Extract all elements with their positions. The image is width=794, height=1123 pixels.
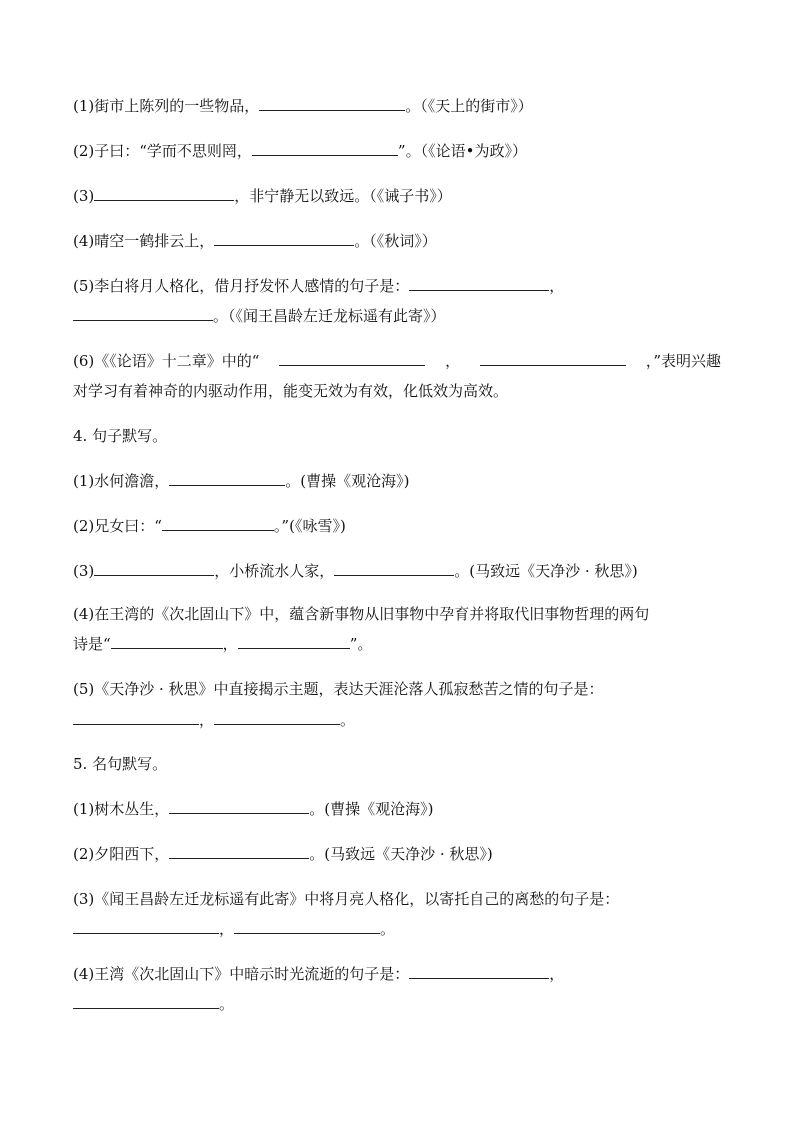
question-source: 。（《天上的街市》） [405,97,533,115]
question-text: 诗是“ [73,635,111,653]
question-text: (1)水何澹澹， [73,472,170,490]
answer-blank[interactable] [279,351,425,366]
section-4-heading: 4. 句子默写。 [73,427,168,445]
question-3-5-line1 [73,276,564,296]
answer-blank[interactable] [238,634,350,649]
question-4-2 [73,516,346,536]
question-text: (6)《《论语》十二章》中的“ [73,352,260,370]
question-text: (5)李白将月人格化，借月抒发怀人感情的句子是： [73,277,410,295]
question-text: ，小桥流水人家， [214,562,335,580]
answer-blank[interactable] [334,561,454,576]
answer-blank[interactable] [73,710,199,725]
question-text: 对学习有着神奇的内驱动作用，能变无效为有效，化低效为高效。 [73,382,509,400]
question-text: ，非宁静无以致远。（《诫子书》） [234,187,452,205]
question-text: (1)街市上陈列的一些物品， [73,97,260,115]
answer-blank[interactable] [409,964,549,979]
question-source: 。”(《咏雪》) [273,517,346,535]
question-5-4-line1 [73,964,564,984]
question-text: (2)兄女曰：“ [73,517,162,535]
question-source: 。（《闻王昌龄左迁龙标遥有此寄》） [213,307,446,325]
answer-blank[interactable] [94,561,214,576]
question-text: (5)《天净沙 · 秋思》中直接揭示主题，表达天涯沦落人孤寂愁苦之情的句子是： [73,680,604,698]
question-number: (3) [73,562,95,580]
answer-blank[interactable] [73,994,219,1009]
question-source: 。(马致远《天净沙 · 秋思》) [309,845,493,863]
question-text: (1)树木丛生， [73,800,170,818]
question-punct: 。 [219,995,235,1013]
answer-blank[interactable] [169,844,309,859]
answer-blank[interactable] [169,799,309,814]
question-punct: ， [219,920,235,938]
answer-blank[interactable] [480,351,626,366]
question-4-5-line2 [73,710,355,730]
answer-blank[interactable] [73,306,213,321]
question-4-5-line1 [73,679,604,699]
section-5-heading: 5. 名句默写。 [73,755,168,773]
question-punct: ， [549,277,565,295]
question-source: ”。（《论语•为政》） [397,142,527,160]
question-source: 。(曹操《观沧海》) [285,472,410,490]
question-punct: ”。 [349,635,373,653]
answer-blank[interactable] [252,141,398,156]
question-3-2 [73,141,527,161]
answer-blank[interactable] [259,96,405,111]
question-text: (2)子曰：“学而不思则罔， [73,142,252,160]
question-5-4-line2 [73,994,234,1014]
question-4-4-line2 [73,634,372,654]
question-text: (4)晴空一鹤排云上， [73,232,215,250]
question-source: 。(曹操《观沧海》) [309,800,434,818]
answer-blank[interactable] [409,276,549,291]
question-3-6-line2 [73,381,508,401]
answer-blank[interactable] [162,516,274,531]
answer-blank[interactable] [111,634,223,649]
question-5-1 [73,799,433,819]
question-4-4-line1 [73,604,649,624]
question-3-3 [73,186,452,206]
question-punct: ， [222,635,238,653]
question-5-2 [73,844,493,864]
question-number: (3) [73,187,95,205]
question-5-3-line1 [73,889,619,909]
question-punct: 。 [340,711,356,729]
question-5-3-line2 [73,919,395,939]
question-4-1 [73,471,409,491]
question-3-4 [73,231,437,251]
question-punct: 。 [380,920,396,938]
question-3-6-line1 [73,351,721,371]
question-4-3 [73,561,638,581]
question-source: 。(马致远《天净沙 · 秋思》) [454,562,638,580]
answer-blank[interactable] [73,919,219,934]
answer-blank[interactable] [214,710,340,725]
question-punct: ， [199,711,215,729]
question-punct: ， [445,352,461,370]
question-text: (2)夕阳西下， [73,845,170,863]
answer-blank[interactable] [214,231,354,246]
question-text: ，”表明兴趣 [645,352,721,370]
answer-blank[interactable] [169,471,285,486]
answer-blank[interactable] [234,919,380,934]
answer-blank[interactable] [94,186,234,201]
question-text: (4)王湾《次北固山下》中暗示时光流逝的句子是： [73,965,410,983]
question-source: 。（《秋词》） [354,232,437,250]
question-text: (3)《闻王昌龄左迁龙标遥有此寄》中将月亮人格化，以寄托自己的离愁的句子是： [73,890,620,908]
question-punct: ， [549,965,565,983]
question-text: (4)在王湾的《次北固山下》中，蕴含新事物从旧事物中孕育并将取代旧事物哲理的两句 [73,605,650,623]
question-3-5-line2 [73,306,446,326]
question-3-1 [73,96,533,116]
